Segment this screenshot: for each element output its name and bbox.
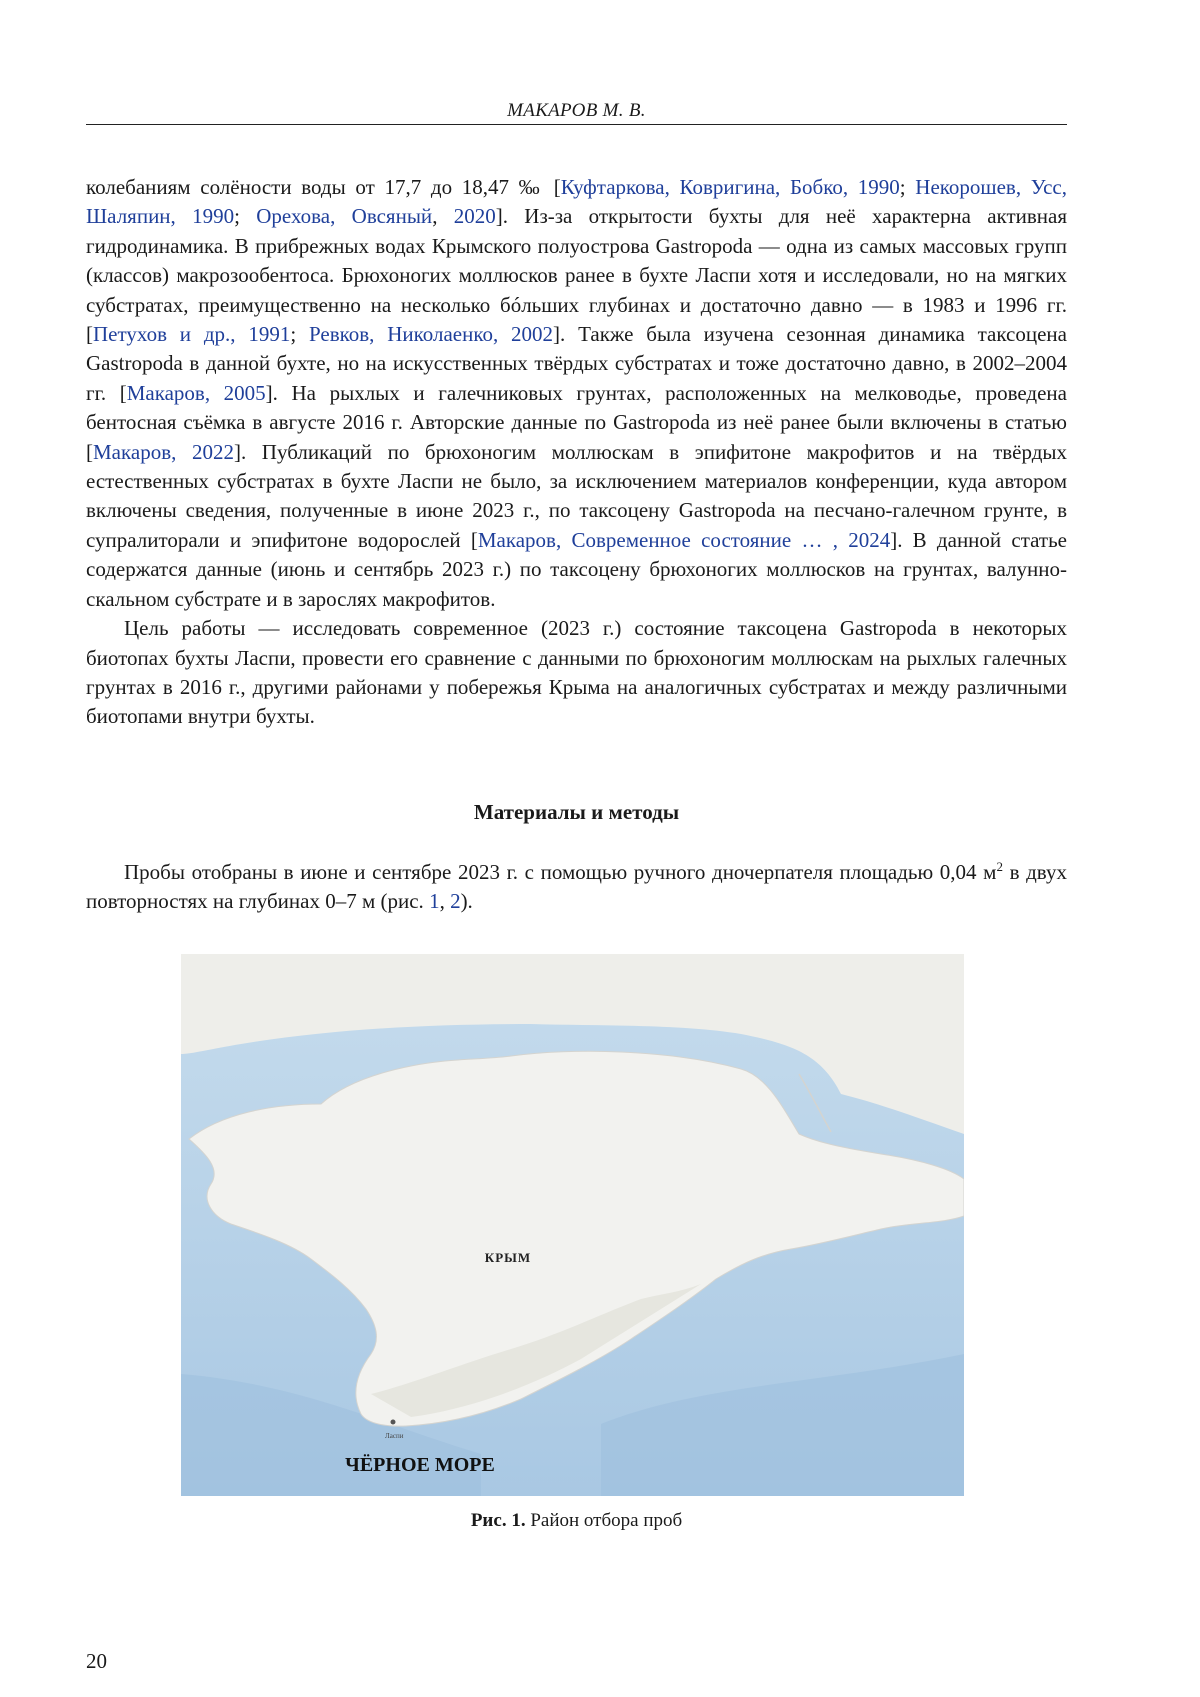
citation-link[interactable]: Некорошев, Усс, Шаляпин, 1990 <box>86 175 1067 229</box>
paragraph-text: ]. Из-за открытости бухты для неё характерна активная гидродинамика. В прибрежных водах Крымского полуострова Gastropoda — одна из самых массовых групп (классов) макрозообентоса. Брюхоногих моллюсков ранее в бухте Ласпи хотя и исследовали, но на мягких субстратах, преимущественно на несколько бóльших глубинах и достаточно давно — в 1983 и 1996 гг. [ <box>86 204 1067 347</box>
citation-link[interactable]: Макаров, Современное состояние … , 2024 <box>477 527 891 552</box>
citation-link[interactable]: 2020 <box>453 204 496 229</box>
laspi-site-label: Ласпи <box>385 1432 404 1440</box>
figure-caption <box>86 1510 1067 1532</box>
article-body <box>86 173 1067 732</box>
black-sea-label: ЧЁРНОЕ МОРЕ <box>345 1454 495 1476</box>
section-title-methods: Материалы и методы <box>473 800 680 824</box>
citation-link[interactable]: Куфтаркова, Ковригина, Бобко, 1990 <box>560 175 900 199</box>
figure-link-2[interactable]: 2 <box>450 889 461 914</box>
figure-caption-text: Район отбора проб <box>525 1510 683 1531</box>
methods-text: Пробы отобраны в июне и сентябре 2023 г. с помощью ручного дночерпателя площадью 0,04 м <box>124 860 997 884</box>
paragraph-text: ]. На рыхлых и галечниковых грунтах, расположенных на мелководье, проведена бентосная съёмка в августе 2016 г. Авторские данные по Gastropoda из неё ранее были включены в статью [ <box>86 380 1067 464</box>
citation-link[interactable]: Макаров, 2005 <box>126 380 266 405</box>
intro-paragraph-2: Цель работы — исследовать современное (2023 г.) состояние таксоцена Gastropoda в некоторых биотопах бухты Ласпи, провести его сравнение с данными по брюхоногим моллюскам на рыхлых галечных грунтах в 2016 г., другими районами у побережья Крыма на аналогичных субстратах и между различными биотопами внутри бухты. <box>86 616 1067 729</box>
citation-link[interactable]: Ревков, Николаенко, 2002 <box>308 322 554 347</box>
paragraph-text: ; <box>234 204 257 229</box>
paragraph-text: ; <box>290 322 309 347</box>
paragraph-text: , <box>432 204 454 229</box>
crimea-map-figure <box>181 954 964 1496</box>
page-number: 20 <box>86 1649 107 1673</box>
paragraph-text: ]. Публикаций по брюхоногим моллюскам в эпифитоне макрофитов и на твёрдых естественных субстратах в бухте Ласпи не было, за исключением материалов конференции, куда автором включены сведения, полученные в июне 2023 г., по таксоцену Gastropoda на песчано-галечном грунте, в супралиторали и эпифитоне водорослей [ <box>86 439 1067 552</box>
crimea-label: КРЫМ <box>484 1250 532 1265</box>
paragraph-text: ]. В данной статье содержатся данные (июнь и сентябрь 2023 г.) по таксоцену брюхоногих моллюсков на грунтах, валунно-скальном субстрате и в зарослях макрофитов. <box>86 527 1067 611</box>
figure-link-1[interactable]: 1 <box>429 889 440 914</box>
citation-link[interactable]: Макаров, 2022 <box>93 439 234 464</box>
crimea-map <box>181 954 964 1496</box>
running-head: МАКАРОВ М. В. <box>507 100 646 121</box>
laspi-site-marker <box>391 1420 396 1425</box>
area-unit-superscript: 2 <box>996 859 1003 874</box>
methods-text-end: ). <box>460 889 473 914</box>
header-rule <box>86 124 1067 125</box>
citation-link[interactable]: Петухов и др., 1991 <box>93 322 291 347</box>
methods-paragraph <box>86 858 1067 917</box>
methods-text-cont: в двух повторностях на глубинах 0–7 м (рис. <box>86 860 1067 914</box>
figure-link-separator: , <box>439 889 451 914</box>
citation-link[interactable]: Орехова, Овсяный <box>256 204 433 229</box>
paragraph-text: ; <box>899 175 916 199</box>
paragraph-text: ]. Также была изучена сезонная динамика таксоцена Gastropoda в данной бухте, но на искусственных твёрдых субстратах и тоже достаточно давно, в 2002–2004 гг. [ <box>86 322 1067 405</box>
intro-paragraph-1 <box>86 173 1067 614</box>
paragraph-text: колебаниям солёности воды от 17,7 до 18,47 ‰ [ <box>86 175 561 199</box>
figure-caption-label: Рис. 1. <box>470 1510 526 1531</box>
